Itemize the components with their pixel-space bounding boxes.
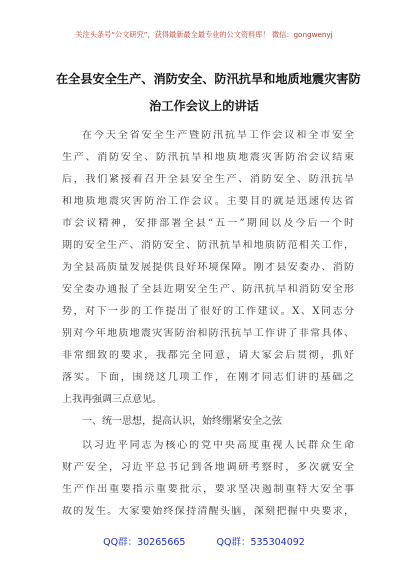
paragraph-line: 以习近平同志为核心的党中央高度重视人民群众生命 xyxy=(82,440,354,451)
header-note: 关注头条号“公文研究”，获得最新最全最专业的公文资料库！ 微信：gongwenyj xyxy=(75,30,333,39)
paragraph-line: 上我再强调三点意见。 xyxy=(62,394,162,405)
paragraph-line: 期的安全生产、消防安全、防汛抗旱和地质防范相关工作， xyxy=(62,240,354,251)
paragraph-line: 生产作出重要指示重要批示，要求坚决遏制重特大安全事 xyxy=(62,484,354,495)
section-heading: 一、统一思想，提高认识，始终绷紧安全之弦 xyxy=(82,416,282,427)
footer-contact xyxy=(0,534,408,548)
paragraph-line: 落实。下面，围绕这几项工作，在刚才同志们讲的基础之 xyxy=(62,372,354,383)
paragraph-line: 别对今年地质地震灾害防治和防汛抗旱工作讲了非常具体、 xyxy=(62,328,354,339)
paragraph-line: 势，对下一步的工作提出了很好的工作建议。X、X同志分 xyxy=(62,306,354,317)
qq-group-1: QQ群：30265665 xyxy=(103,537,186,548)
paragraph-line: 和地质地震灾害防治工作会议。主要目的就是迅速传达省 xyxy=(62,196,354,207)
paragraph-line: 为全县高质量发展提供良好环境保障。刚才县安委办、消防 xyxy=(62,262,354,273)
qq-group-2: QQ群：535304092 xyxy=(216,537,305,548)
paragraph-line: 安全委办通报了全县近期安全生产、防汛抗旱和消防安全形 xyxy=(62,284,354,295)
paragraph-line: 生产、消防安全、防汛抗旱和地质地震灾害防治会议结束 xyxy=(62,152,354,163)
paragraph-line: 非常细致的要求，我都完全同意，请大家会后贯彻，抓好 xyxy=(62,350,354,361)
paragraph-line: 故的发生。大家要始终保持清醒头脑，深刻把握中央要求， xyxy=(62,506,354,517)
paragraph-line: 在今天全省安全生产暨防汛抗旱工作会议和全市安全 xyxy=(82,130,354,141)
paragraph-line: 市会议精神，安排部署全县“五一”期间以及今后一个时 xyxy=(62,218,354,229)
paragraph-line: 后，我们紧接着召开全县安全生产、消防安全、防汛抗旱 xyxy=(62,174,354,185)
paragraph-line: 财产安全，习近平总书记到各地调研考察时，多次就安全 xyxy=(62,462,354,473)
document-title-line-1: 在全县安全生产、消防安全、防汛抗旱和地质地震灾害防 xyxy=(56,72,361,86)
document-title-line-2: 治工作会议上的讲话 xyxy=(149,99,259,113)
